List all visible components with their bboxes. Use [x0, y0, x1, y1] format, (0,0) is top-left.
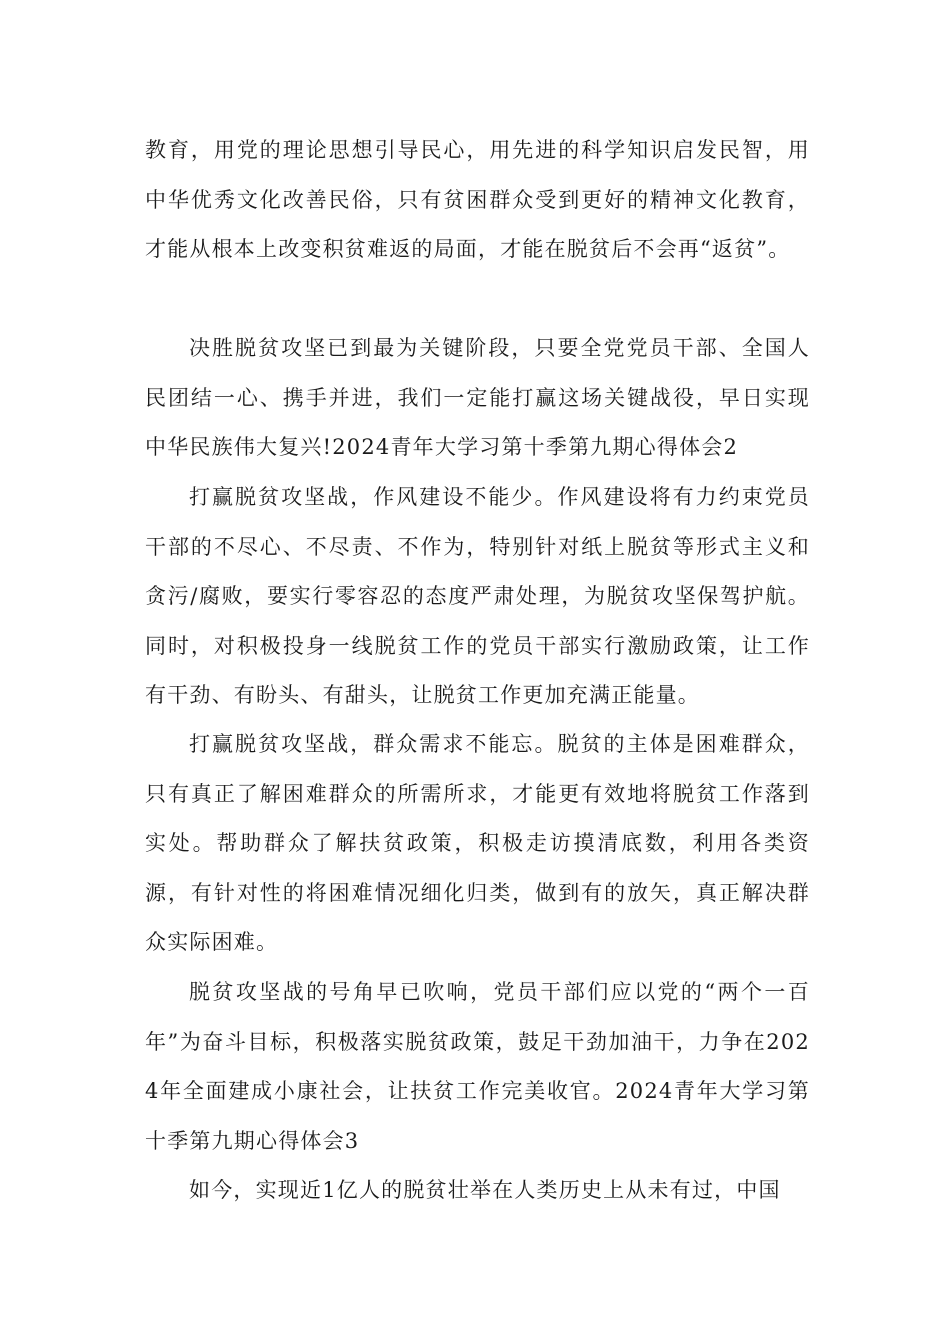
paragraph-3: 打赢脱贫攻坚战，作风建设不能少。作风建设将有力约束党员干部的不尽心、不尽责、不作为，特别针对纸上脱贫等形式主义和贪污/腐败，要实行零容忍的态度严肃处理，为脱贫攻坚保驾护航。同时，对积极投身一线脱贫工作的党员干部实行激励政策，让工作有干劲、有盼头、有甜头，让脱贫工作更加充满正能量。 — [145, 485, 810, 707]
paragraph-4: 打赢脱贫攻坚战，群众需求不能忘。脱贫的主体是困难群众，只有真正了解困难群众的所需所求，才能更有效地将脱贫工作落到实处。帮助群众了解扶贫政策，积极走访摸清底数，利用各类资源，有针对性的将困难情况细化归类，做到有的放矢，真正解决群众实际困难。 — [145, 732, 810, 954]
paragraph-5: 脱贫攻坚战的号角早已吹响，党员干部们应以党的“两个一百年”为奋斗目标，积极落实脱贫政策，鼓足干劲加油干，力争在2024年全面建成小康社会，让扶贫工作完美收官。2024青年大学习第十季第九期心得体会3 — [145, 980, 810, 1153]
paragraph-6: 如今，实现近1亿人的脱贫壮举在人类历史上从未有过，中国 — [189, 1178, 781, 1202]
paragraph-1: 教育，用党的理论思想引导民心，用先进的科学知识启发民智，用中华优秀文化改善民俗，只有贫困群众受到更好的精神文化教育，才能从根本上改变积贫难返的局面，才能在脱贫后不会再“返贫”。 — [145, 138, 810, 261]
paragraph-2: 决胜脱贫攻坚已到最为关键阶段，只要全党党员干部、全国人民团结一心、携手并进，我们一定能打赢这场关键战役，早日实现中华民族伟大复兴!2024青年大学习第十季第九期心得体会2 — [145, 336, 810, 459]
